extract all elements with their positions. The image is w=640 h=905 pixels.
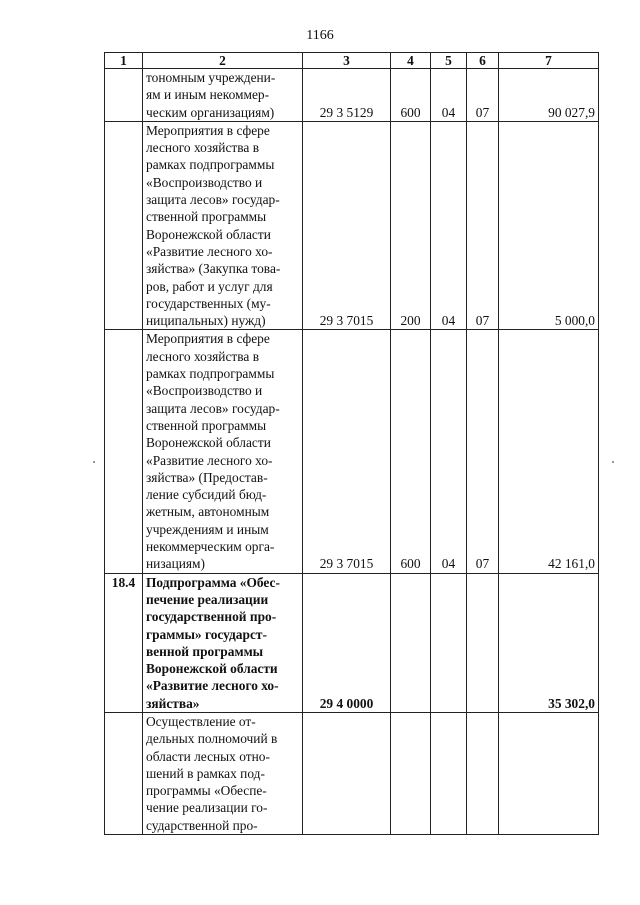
row-vr-cell: 600 — [391, 330, 431, 573]
table-header-row — [105, 53, 599, 69]
row-vr-cell — [391, 573, 431, 712]
row-vr-cell — [391, 712, 431, 834]
table-row — [105, 573, 599, 712]
table-row — [105, 121, 599, 330]
row-name-cell: Мероприятия в сфере лесного хозяйства в рамках подпрограммы «Воспроизводство и защита лесов» государ- ственной программы Воронежской области «Развитие лесного хо- зяйства» (Закупка това- ров, работ и услуг для государственных (му- ниципальных) нужд) — [143, 121, 303, 330]
scan-speck — [612, 461, 614, 463]
row-pr-cell: 07 — [467, 121, 499, 330]
header-cell: 3 — [303, 53, 391, 69]
row-number-cell — [105, 712, 143, 834]
row-code-cell — [303, 712, 391, 834]
table-row — [105, 712, 599, 834]
row-sum-cell: 90 027,9 — [499, 69, 599, 122]
row-rz-cell: 04 — [431, 69, 467, 122]
row-number-cell — [105, 121, 143, 330]
scan-speck — [93, 461, 95, 463]
header-cell: 5 — [431, 53, 467, 69]
row-pr-cell: 07 — [467, 330, 499, 573]
table-row — [105, 330, 599, 573]
row-number-cell: 18.4 — [105, 573, 143, 712]
row-rz-cell — [431, 573, 467, 712]
row-name-cell: Мероприятия в сфере лесного хозяйства в рамках подпрограммы «Воспроизводство и защита лесов» государ- ственной программы Воронежской области «Развитие лесного хо- зяйства» (Предостав- ление субсидий бюд- жетным, автономным учреждениям и иным некоммерческим орга- низациям) — [143, 330, 303, 573]
row-name-cell: Осуществление от- дельных полномочий в области лесных отно- шений в рамках под- программы «Обеспе- чение реализации го- сударственной про- — [143, 712, 303, 834]
row-sum-cell: 42 161,0 — [499, 330, 599, 573]
header-cell: 1 — [105, 53, 143, 69]
row-pr-cell: 07 — [467, 69, 499, 122]
page-number: 1166 — [306, 28, 334, 43]
table-row — [105, 69, 599, 122]
row-pr-cell — [467, 712, 499, 834]
row-pr-cell — [467, 573, 499, 712]
row-sum-cell: 5 000,0 — [499, 121, 599, 330]
row-code-cell: 29 3 7015 — [303, 330, 391, 573]
row-number-cell — [105, 330, 143, 573]
row-rz-cell: 04 — [431, 121, 467, 330]
row-code-cell: 29 3 7015 — [303, 121, 391, 330]
row-sum-cell — [499, 712, 599, 834]
row-name-cell: Подпрограмма «Обес- печение реализации государственной про- граммы» государст- венной программы Воронежской области «Развитие лесного хо- зяйства» — [143, 573, 303, 712]
header-cell: 2 — [143, 53, 303, 69]
row-vr-cell: 600 — [391, 69, 431, 122]
row-rz-cell: 04 — [431, 330, 467, 573]
budget-table — [104, 52, 599, 835]
row-code-cell: 29 4 0000 — [303, 573, 391, 712]
row-sum-cell: 35 302,0 — [499, 573, 599, 712]
row-name-cell: тономным учреждени- ям и иным некоммер- ческим организациям) — [143, 69, 303, 122]
header-cell: 6 — [467, 53, 499, 69]
header-cell: 4 — [391, 53, 431, 69]
row-vr-cell: 200 — [391, 121, 431, 330]
row-code-cell: 29 3 5129 — [303, 69, 391, 122]
row-rz-cell — [431, 712, 467, 834]
header-cell: 7 — [499, 53, 599, 69]
row-number-cell — [105, 69, 143, 122]
